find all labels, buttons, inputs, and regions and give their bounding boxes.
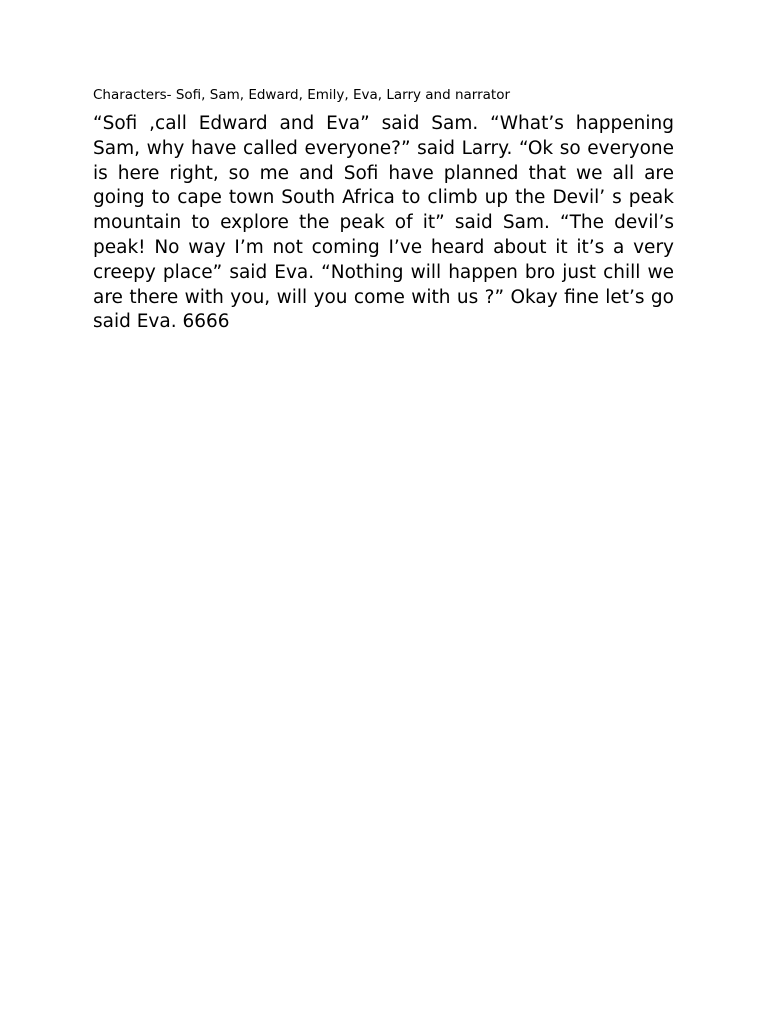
story-paragraph: “Sofi ,call Edward and Eva” said Sam. “What’s happening Sam, why have called everyone?” said Larry. “Ok so everyone is here right, so me and Sofi have planned that we all are going to cape town South Africa to climb up the Devil’ s peak mountain to explore the peak of it” said Sam. “The devil’s peak! No way I’m not coming I’ve heard about it it’s a very creepy place” said Eva. “Nothing will happen bro just chill we are there with you, will you come with us ?” Okay fine let’s go said Eva. 6666 xyxy=(93,113,674,333)
characters-line: Characters- Sofi, Sam, Edward, Emily, Eva, Larry and narrator xyxy=(93,87,511,103)
